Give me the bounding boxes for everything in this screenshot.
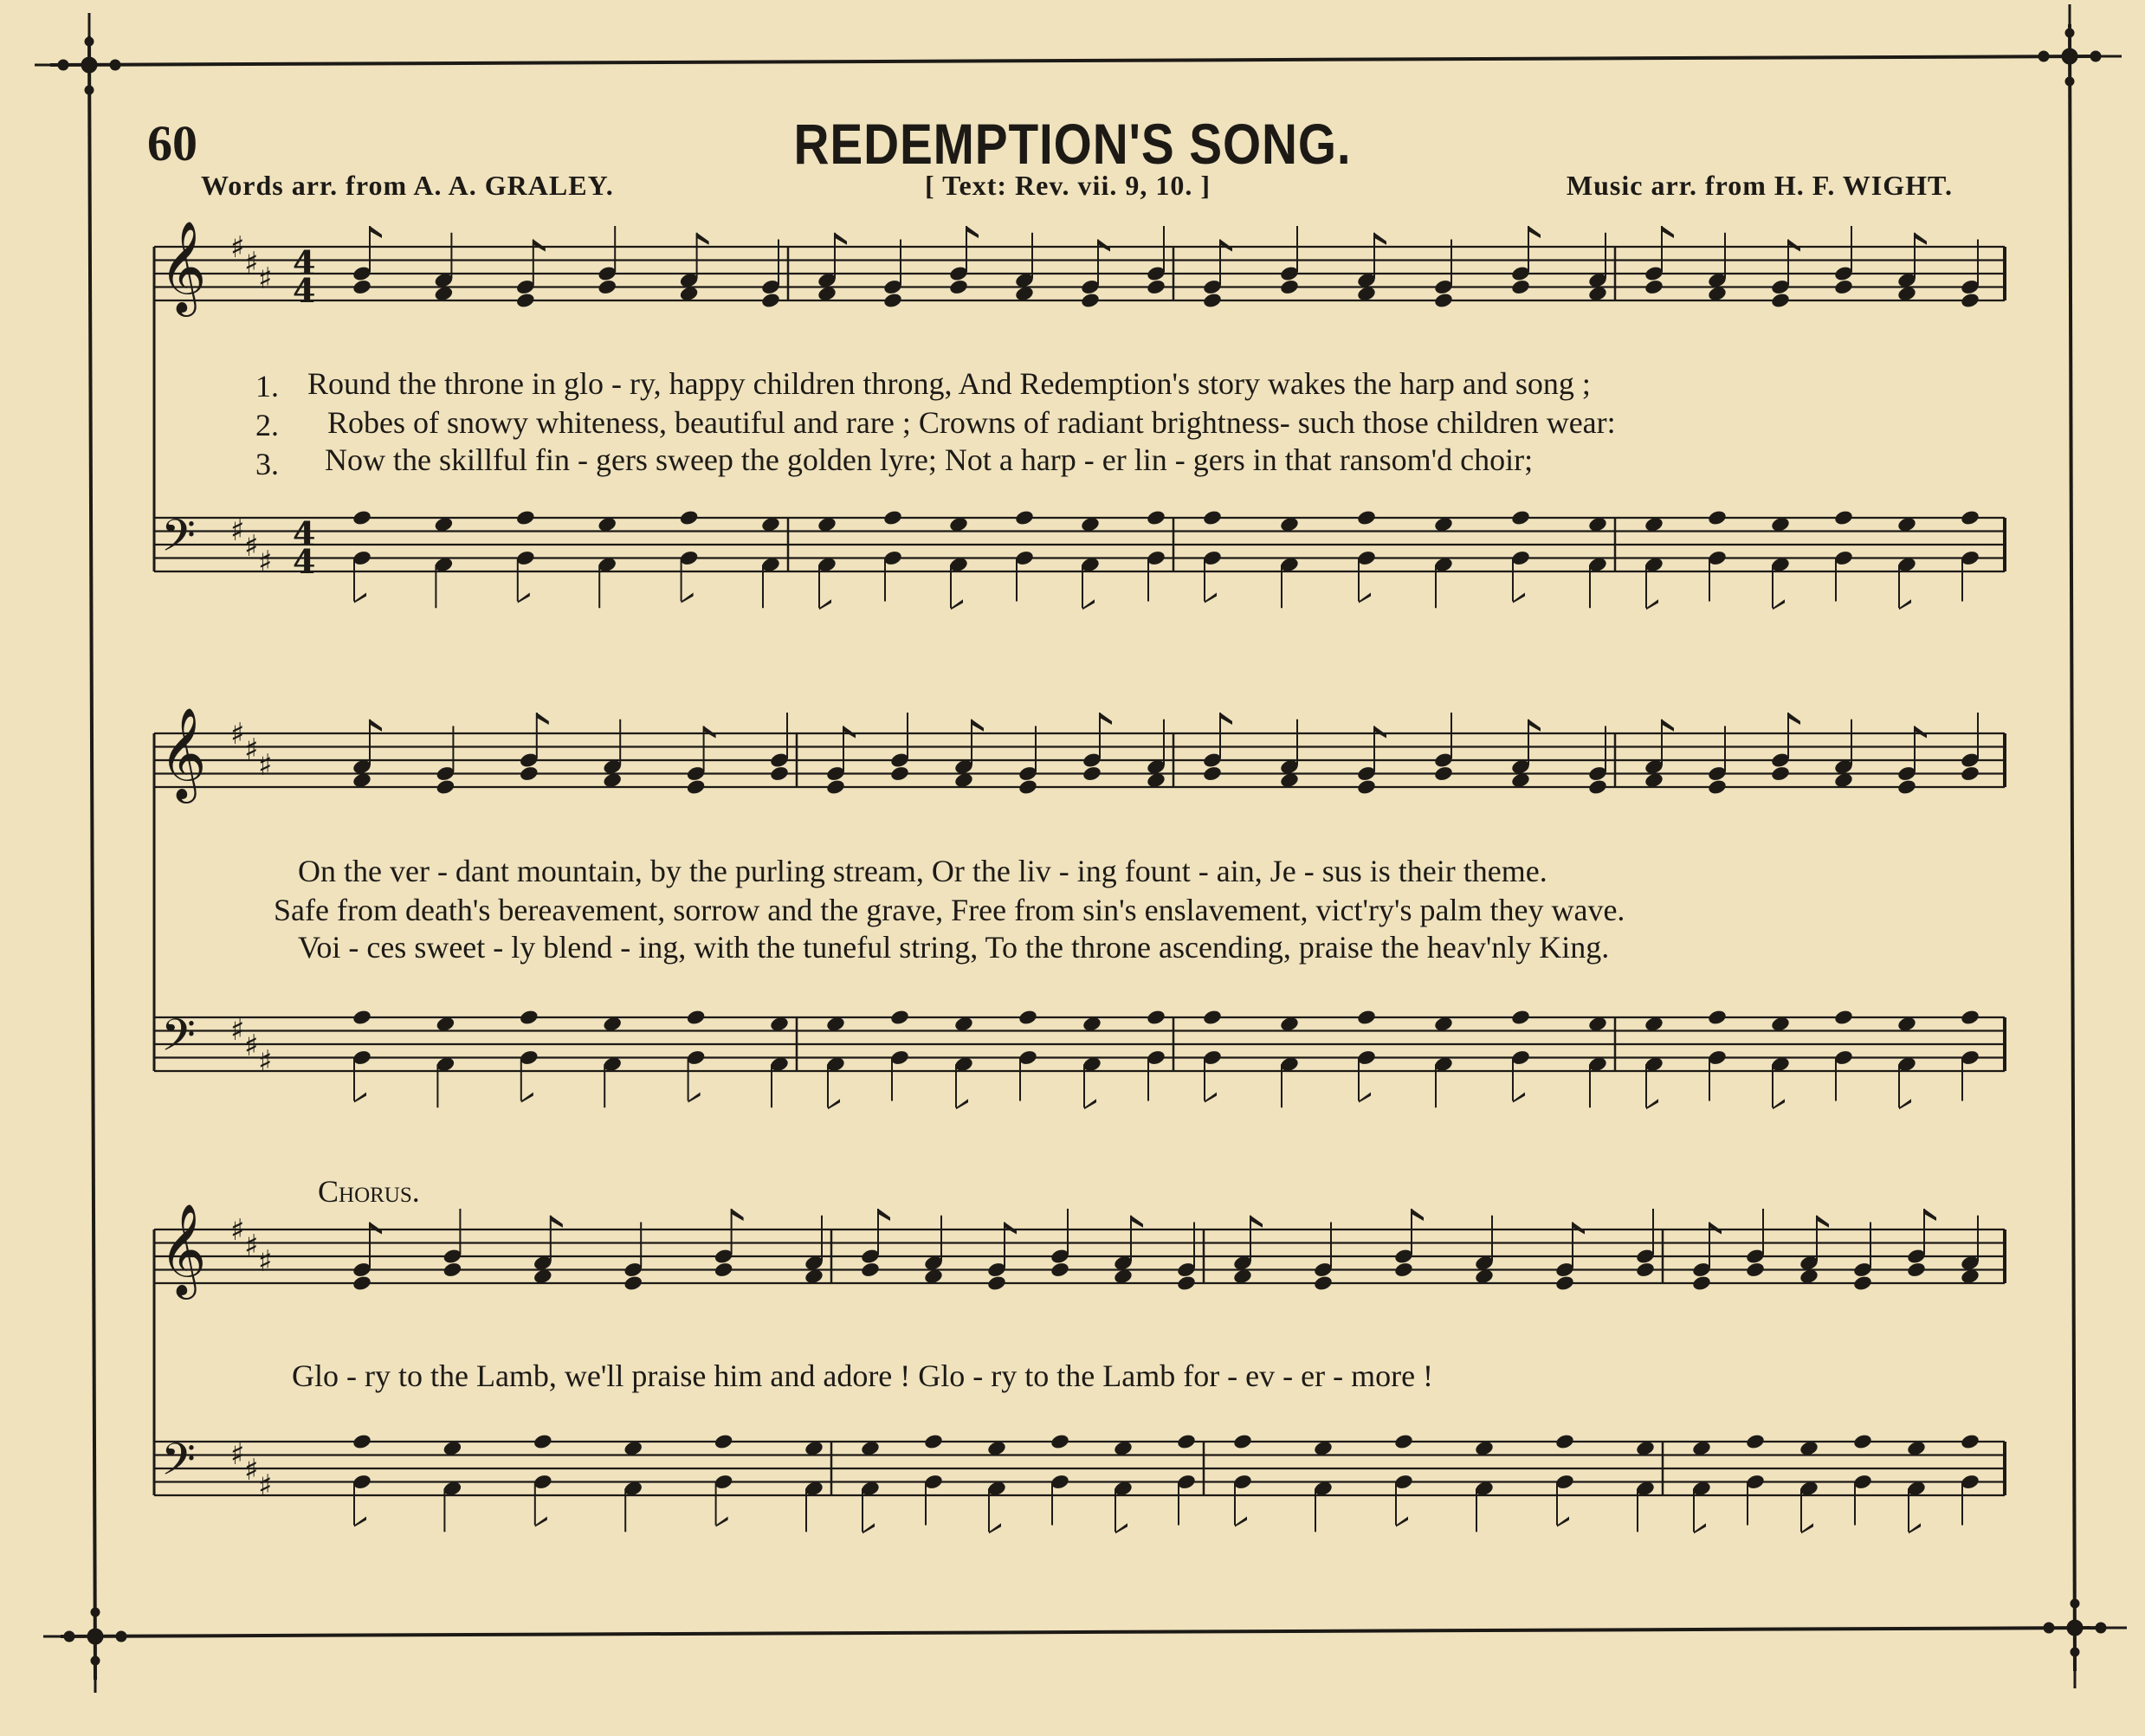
note-flag (1924, 1209, 1936, 1221)
treble-clef: 𝄞 (159, 1203, 207, 1295)
note-head (1433, 765, 1454, 783)
note-head (1146, 509, 1166, 526)
note-flag (828, 1099, 840, 1109)
note-flag (1573, 1223, 1585, 1235)
note-head (1691, 1275, 1712, 1292)
note-flag (1115, 1523, 1127, 1533)
note-flag (1646, 599, 1658, 610)
note-head (760, 292, 781, 309)
note-head (1202, 292, 1223, 309)
note-head (352, 1009, 372, 1026)
note-flag (1528, 720, 1541, 732)
verse-line-5: Safe from death's bereavement, sorrow and the grave, Free from sin's enslavement, vict'ry's palm they wave. (274, 893, 1625, 927)
bass-clef: 𝄢 (161, 509, 196, 572)
note-flag (370, 720, 382, 732)
note-head (1707, 778, 1728, 796)
note-head (623, 1275, 643, 1292)
note-head (1080, 292, 1101, 309)
note-head (1833, 279, 1854, 296)
note-head (1833, 1009, 1854, 1026)
text-reference: [ Text: Rev. vii. 9, 10. ] (925, 170, 1211, 201)
note-head (986, 1275, 1007, 1292)
note-head (352, 1275, 372, 1292)
note-flag (843, 726, 856, 739)
note-flag (1662, 226, 1674, 238)
note-head (1554, 1275, 1575, 1292)
note-head (1960, 1433, 1980, 1450)
note-head (1356, 1009, 1377, 1026)
sharp-sign: ♯ (258, 261, 273, 296)
note-head (1433, 292, 1454, 309)
note-head (1176, 1433, 1197, 1450)
note-flag (1220, 240, 1232, 252)
note-head (1050, 1433, 1070, 1450)
note-head (948, 279, 969, 296)
note-head (1960, 765, 1980, 783)
note-head (1745, 1262, 1766, 1279)
note-head (1707, 509, 1728, 526)
sharp-sign: ♯ (230, 1437, 245, 1472)
sharp-sign: ♯ (230, 230, 245, 265)
note-head (352, 279, 372, 296)
note-head (769, 765, 790, 783)
note-flag (697, 233, 709, 245)
note-head (1510, 1009, 1531, 1026)
note-head (1587, 778, 1608, 796)
note-head (1896, 778, 1917, 796)
note-flag (370, 1223, 382, 1235)
note-flag (1005, 1223, 1017, 1235)
note-flag (1773, 599, 1785, 610)
sharp-sign: ♯ (230, 717, 245, 752)
note-head (533, 1433, 553, 1450)
note-flag (1205, 593, 1217, 603)
verse-number-1: 1. (255, 369, 279, 403)
note-head (714, 1262, 734, 1279)
verse-number-3: 3. (255, 447, 279, 481)
note-head (1554, 1433, 1575, 1450)
note-flag (819, 599, 831, 610)
note-head (1510, 509, 1531, 526)
note-head (597, 279, 617, 296)
note-flag (1084, 1099, 1096, 1109)
note-flag (521, 1093, 533, 1103)
note-head (1146, 1009, 1166, 1026)
bass-clef: 𝄢 (161, 1009, 196, 1072)
note-flag (1412, 1209, 1424, 1221)
note-head (519, 765, 539, 783)
note-flag (682, 593, 694, 603)
note-head (1635, 1262, 1656, 1279)
page-title: REDEMPTION'S SONG. (793, 112, 1352, 176)
note-flag (704, 726, 716, 739)
time-signature: 4 (293, 243, 316, 282)
note-flag (1646, 1099, 1658, 1109)
note-flag (1694, 1523, 1706, 1533)
note-head (352, 1433, 372, 1450)
note-head (889, 765, 910, 783)
note-flag (537, 713, 549, 725)
note-head (1279, 279, 1300, 296)
note-flag (1205, 1093, 1217, 1103)
note-head (1018, 1009, 1038, 1026)
time-signature: 4 (293, 514, 316, 553)
note-head (515, 509, 536, 526)
sharp-sign: ♯ (230, 1013, 245, 1048)
sharp-sign: ♯ (258, 1244, 273, 1279)
note-flag (863, 1523, 875, 1533)
note-head (1356, 509, 1377, 526)
note-head (443, 1262, 463, 1279)
verse-line-6: Voi - ces sweet - ly blend - ing, with the tuneful string, To the throne ascending, praise the heav'nly King. (298, 930, 1610, 965)
note-head (1176, 1275, 1197, 1292)
note-head (1014, 509, 1035, 526)
note-head (889, 1009, 910, 1026)
note-head (1510, 279, 1531, 296)
note-flag (1788, 713, 1800, 725)
note-flag (1396, 1517, 1408, 1527)
note-head (1644, 279, 1664, 296)
note-head (686, 778, 707, 796)
verse-number-2: 2. (255, 408, 279, 442)
note-head (825, 778, 846, 796)
note-head (1906, 1262, 1927, 1279)
note-flag (966, 226, 979, 238)
note-flag (1915, 233, 1927, 245)
note-flag (716, 1517, 728, 1527)
note-head (1202, 1009, 1223, 1026)
sharp-sign: ♯ (258, 1468, 273, 1503)
note-flag (1801, 1523, 1813, 1533)
treble-clef: 𝄞 (159, 220, 207, 313)
note-flag (1709, 1223, 1722, 1235)
sharp-sign: ♯ (244, 1453, 259, 1488)
note-head (1050, 1262, 1070, 1279)
treble-clef: 𝄞 (159, 707, 207, 799)
sharp-sign: ♯ (244, 529, 259, 564)
note-head (515, 292, 536, 309)
note-head (436, 778, 456, 796)
sharp-sign: ♯ (258, 1044, 273, 1079)
time-signature: 4 (293, 542, 316, 581)
verse-line-3: Now the skillful fin - gers sweep the golden lyre; Not a harp - er lin - gers in that ransom'd choir; (325, 442, 1534, 477)
note-head (1202, 509, 1223, 526)
note-head (1745, 1433, 1766, 1450)
note-flag (1899, 599, 1911, 610)
music-credit: Music arr. from H. F. WIGHT. (1566, 170, 1953, 201)
note-flag (1513, 593, 1525, 603)
note-flag (1513, 1093, 1525, 1103)
note-head (1232, 1433, 1253, 1450)
note-flag (1915, 726, 1927, 739)
note-head (1960, 292, 1980, 309)
note-flag (1098, 240, 1110, 252)
sharp-sign: ♯ (244, 246, 259, 281)
note-flag (956, 1099, 968, 1109)
note-head (686, 1009, 707, 1026)
note-flag (972, 720, 984, 732)
note-flag (951, 599, 963, 610)
note-flag (1788, 240, 1800, 252)
note-head (1770, 292, 1791, 309)
note-flag (1235, 1517, 1247, 1527)
note-head (352, 509, 372, 526)
note-flag (1528, 226, 1541, 238)
note-flag (878, 1209, 890, 1221)
note-head (882, 509, 903, 526)
note-head (1356, 778, 1377, 796)
note-head (1202, 765, 1223, 783)
note-flag (1909, 1523, 1921, 1533)
note-flag (1374, 726, 1386, 739)
note-head (714, 1433, 734, 1450)
note-head (1770, 765, 1791, 783)
sharp-sign: ♯ (258, 748, 273, 783)
sharp-sign: ♯ (230, 513, 245, 548)
note-flag (1359, 1093, 1371, 1103)
note-flag (989, 1523, 1001, 1533)
note-head (882, 292, 903, 309)
note-flag (1557, 1517, 1569, 1527)
note-flag (732, 1209, 744, 1221)
chorus-label: Chorus. (318, 1174, 420, 1209)
note-flag (1817, 1216, 1829, 1228)
note-head (1707, 1009, 1728, 1026)
sharp-sign: ♯ (244, 1229, 259, 1263)
note-flag (354, 1517, 366, 1527)
note-flag (1220, 713, 1232, 725)
note-flag (354, 1093, 366, 1103)
time-signature: 4 (293, 271, 316, 310)
note-flag (370, 226, 382, 238)
note-head (1393, 1433, 1414, 1450)
chorus-line: Glo - ry to the Lamb, we'll praise him and adore ! Glo - ry to the Lamb for - ev - er - more ! (292, 1358, 1434, 1393)
bass-clef: 𝄢 (161, 1433, 196, 1496)
sharp-sign: ♯ (244, 1029, 259, 1063)
note-flag (533, 240, 546, 252)
note-head (1082, 765, 1102, 783)
note-flag (1250, 1216, 1263, 1228)
note-flag (1359, 593, 1371, 603)
verse-line-4: On the ver - dant mountain, by the purling stream, Or the liv - ing fount - ain, Je - sus is their theme. (298, 854, 1547, 888)
note-head (923, 1433, 944, 1450)
note-head (860, 1262, 881, 1279)
note-flag (1773, 1099, 1785, 1109)
note-head (1852, 1275, 1873, 1292)
note-flag (1131, 1216, 1143, 1228)
note-head (1852, 1433, 1873, 1450)
note-head (1146, 279, 1166, 296)
note-flag (835, 233, 847, 245)
note-flag (518, 593, 530, 603)
words-credit: Words arr. from A. A. GRALEY. (201, 170, 614, 201)
sharp-sign: ♯ (244, 732, 259, 767)
note-head (1960, 1009, 1980, 1026)
note-flag (688, 1093, 701, 1103)
note-flag (1082, 599, 1095, 610)
note-head (1313, 1275, 1334, 1292)
note-flag (1374, 233, 1386, 245)
note-head (1018, 778, 1038, 796)
note-flag (1899, 1099, 1911, 1109)
note-head (519, 1009, 539, 1026)
note-head (1960, 509, 1980, 526)
verse-line-1: Round the throne in glo - ry, happy children throng, And Redemption's story wakes the harp and song ; (307, 366, 1591, 401)
note-flag (551, 1216, 563, 1228)
note-flag (535, 1517, 547, 1527)
note-head (679, 509, 700, 526)
sharp-sign: ♯ (258, 545, 273, 579)
page-number: 60 (147, 115, 197, 171)
note-head (1833, 509, 1854, 526)
note-flag (354, 593, 366, 603)
verse-line-2: Robes of snowy whiteness, beautiful and rare ; Crowns of radiant brightness- such those children wear: (327, 405, 1616, 440)
note-flag (1100, 713, 1112, 725)
note-head (1393, 1262, 1414, 1279)
sharp-sign: ♯ (230, 1213, 245, 1248)
note-flag (1662, 720, 1674, 732)
